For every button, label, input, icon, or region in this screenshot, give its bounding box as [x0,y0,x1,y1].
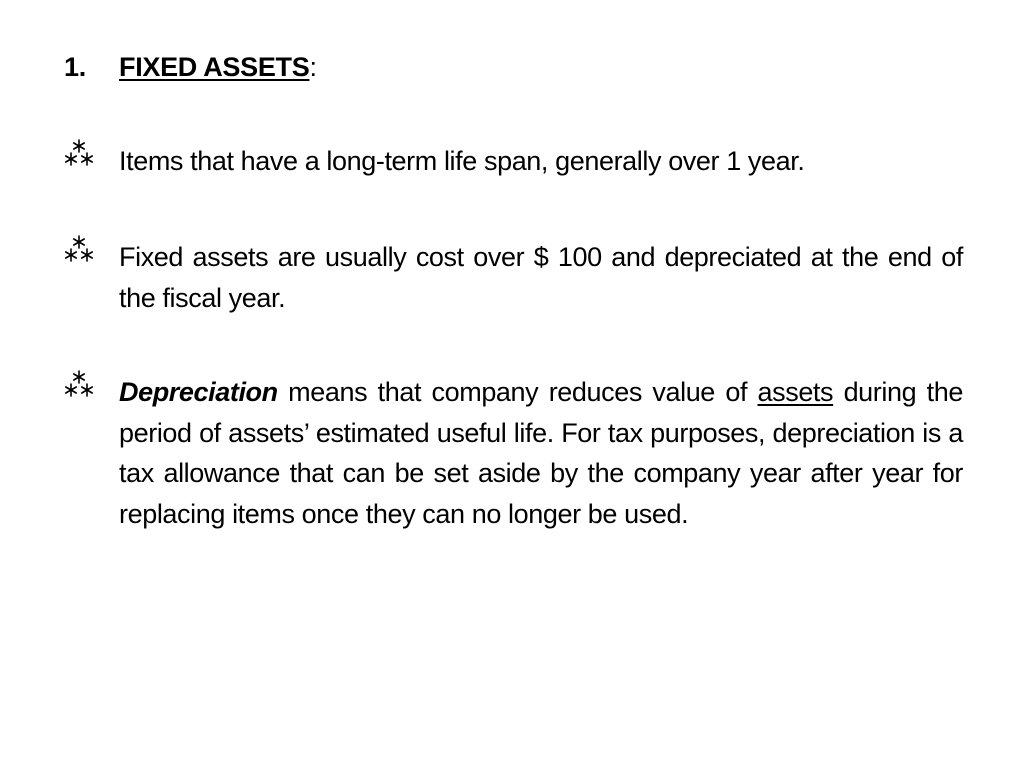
section-title-colon: : [309,52,317,82]
bullet-item-2: Fixed assets are usually cost over $ 100 and depreciated at the end of the fiscal year. [119,242,963,313]
section-number: 1. [64,52,86,82]
asterism-bullet-icon [64,369,94,409]
section-title: FIXED ASSETS [119,52,310,82]
assets-underlined-word: assets [757,377,834,407]
asterism-bullet-icon [64,138,94,178]
depreciation-term: Depreciation [119,377,278,407]
bullet-item-3 [119,372,963,534]
bullet-item-1: Items that have a long-term life span, generally over 1 year. [119,146,805,176]
bullet-item-3-text-a: means that company reduces value of [277,377,758,407]
section-heading [64,50,317,84]
asterism-bullet-icon [64,234,94,274]
bullet-item-3-text-b: during the period of assets’ estimated useful life. For tax purposes, depreciation is a tax allowance that can be set aside by the company year after year for replacing items once they can no longer be used. [119,377,963,529]
